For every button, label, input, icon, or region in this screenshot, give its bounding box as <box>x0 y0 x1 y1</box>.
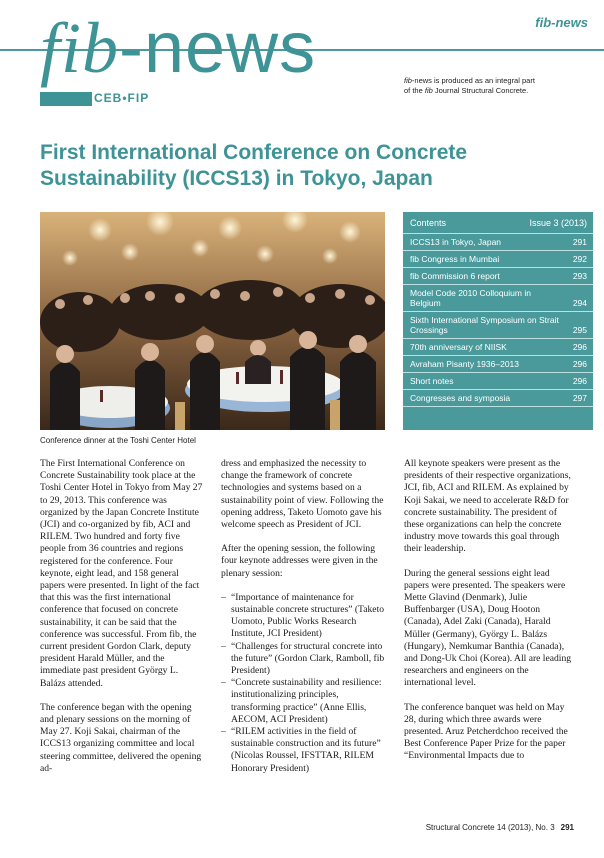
body-column-2 <box>221 458 386 775</box>
paragraph: The conference banquet was held on May 28, during which three awards were presented. Aruz Petcherdchoo received the Best Conference Paper Prize for the paper “Environmental Impacts due to <box>404 701 568 762</box>
conference-dinner-photo <box>40 212 385 430</box>
body-column-1 <box>40 458 204 787</box>
toc-item[interactable]: Short notes 296 <box>403 373 593 390</box>
body-column-3 <box>404 458 572 775</box>
masthead-note: fib-news is produced as an integral part of the fib Journal Structural Concrete. <box>404 76 535 95</box>
toc-item[interactable]: 70th anniversary of NIISK 296 <box>403 339 593 356</box>
list-item: – “Challenges for structural concrete into the future” (Gordon Clark, Ramboll, fib President) <box>221 641 386 678</box>
toc-item[interactable]: Model Code 2010 Colloquium in Belgium 294 <box>403 285 593 312</box>
section-tag: fib-news <box>535 15 588 30</box>
journal-reference: Structural Concrete 14 (2013), No. 3 <box>425 823 555 832</box>
ceb-fip-bar <box>40 92 92 106</box>
paragraph: After the opening session, the following four keynote addresses were given in the plenary session: <box>221 543 378 579</box>
contents-header <box>403 212 593 234</box>
toc-item[interactable]: Sixth International Symposium on Strait Crossings 295 <box>403 312 593 339</box>
paragraph: All keynote speakers were present as the presidents of their respective organizations, JCI, fib, ACI and RILEM. As explained by Koji Sakai, we need to accelerate R&D for concrete sustainability. The president of these organizations can help the concrete industry move towards this goal through their leadership. <box>404 458 571 555</box>
masthead-logo: fib-news <box>40 8 317 88</box>
contents-box <box>403 212 593 430</box>
contents-label: Contents <box>410 218 447 228</box>
ceb-fip-label: CEB•FIP <box>94 91 150 105</box>
page-number: 291 <box>560 823 574 832</box>
toc-item[interactable]: Congresses and symposia 297 <box>403 390 593 407</box>
paragraph: During the general sessions eight lead papers were presented. The speakers were Mette Glavind (Denmark), Julie Buffenbarger (USA), Doug Hooton (Canada), Adel Zaki (Canada), Harald Müller (Germany), György L. Balázs (Hungary), Nemkumar Banthia (Canada), and Dong-Uk Choi (Korea). All are leading researchers and engineers on the international level. <box>404 567 572 689</box>
article-headline: First International Conference on Concrete Sustainability (ICCS13) in Tokyo, Japan <box>40 141 468 190</box>
toc-item[interactable]: fib Congress in Mumbai 292 <box>403 251 593 268</box>
paragraph: The conference began with the opening and plenary sessions on the morning of May 27. Koji Sakai, chairman of the ICCS13 organizing committee and local steering committee, delivered the opening ad- <box>40 701 202 774</box>
toc-item[interactable]: fib Commission 6 report 293 <box>403 268 593 285</box>
keynote-list <box>221 592 386 775</box>
toc-item[interactable]: Avraham Pisanty 1936–2013 296 <box>403 356 593 373</box>
list-item: – “Importance of maintenance for sustainable concrete structures” (Taketo Uomoto, Public Works Research Institute, JCI President) <box>221 592 386 641</box>
list-item: – “RILEM activities in the field of sustainable construction and its future” (Nicolas Roussel, IFSTTAR, RILEM Honorary President) <box>221 726 386 775</box>
photo-caption: Conference dinner at the Toshi Center Hotel <box>40 436 196 445</box>
paragraph: The First International Conference on Concrete Sustainability took place at the Toshi Center Hotel in Tokyo from May 27 to 29, 2013. This conference was organized by the Japan Concrete Institute (JCI) and co-organized by fib, ACI and RILEM. Two hundred and forty five people from 36 countries and regions registered for the conference. Four keynote, eight lead, and 158 general papers were presented. In light of the fact that this was the first international conference that focused on concrete sustainability, it can be said that the conference was successful. From fib, the current president Gordon Clark, deputy president Harald Müller, and the immediate past president György L. Balázs attended. <box>40 458 203 689</box>
page-footer <box>426 823 574 832</box>
list-item: – “Concrete sustainability and resilience: institutionalizing principles, transforming practice” (Anne Ellis, AECOM, ACI President) <box>221 677 386 726</box>
paragraph: dress and emphasized the necessity to change the framework of concrete technologies and systems based on a sustainability point of view. Following the opening address, Taketo Uomoto gave his welcome speech as President of JCI. <box>221 458 384 531</box>
issue-label: Issue 3 (2013) <box>529 218 587 228</box>
toc-item[interactable]: ICCS13 in Tokyo, Japan 291 <box>403 234 593 251</box>
